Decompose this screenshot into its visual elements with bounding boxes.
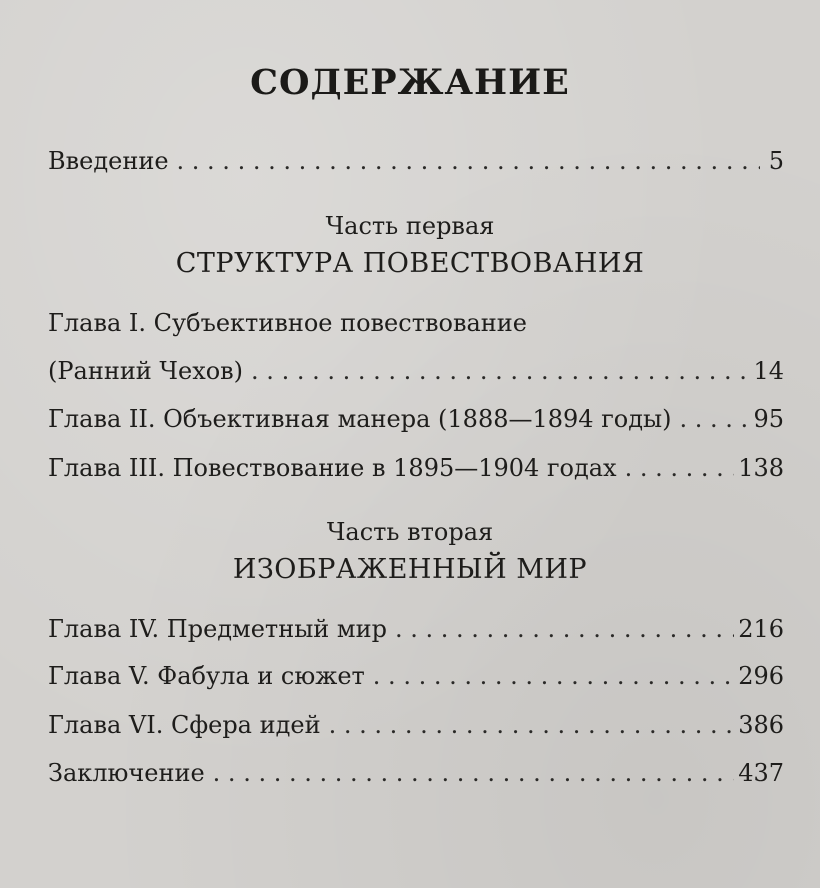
toc-entry-label: Глава IV. Предметный мир xyxy=(48,615,387,643)
leader-dots xyxy=(251,354,749,388)
leader-dots xyxy=(395,612,734,646)
part-two-title: ИЗОБРАЖЕННЫЙ МИР xyxy=(232,554,588,585)
page-title: СОДЕРЖАНИЕ xyxy=(250,62,570,103)
toc-entry-label: Глава III. Повествование в 1895—1904 годах xyxy=(48,454,617,482)
toc-entry-conclusion xyxy=(48,756,784,790)
toc-page-number: 216 xyxy=(738,615,784,643)
toc-entry-chapter2 xyxy=(48,402,784,436)
toc-entry-label: Глава V. Фабула и сюжет xyxy=(48,662,365,690)
toc-page-number: 386 xyxy=(738,711,784,739)
toc-entry-chapter1 xyxy=(48,354,784,388)
toc-page-number: 437 xyxy=(738,759,784,787)
part-one-label: Часть первая xyxy=(325,212,495,240)
leader-dots xyxy=(329,708,735,742)
toc-entry-label: Глава VI. Сфера идей xyxy=(48,711,321,739)
leader-dots xyxy=(679,402,749,436)
toc-entry-chapter3 xyxy=(48,451,784,485)
toc-entry-intro xyxy=(48,144,784,178)
leader-dots xyxy=(177,144,760,178)
toc-page-number: 296 xyxy=(738,662,784,690)
part-two-label: Часть вторая xyxy=(326,518,494,546)
toc-entry-label: Глава II. Объективная манера (1888—1894 годы) xyxy=(48,405,672,433)
toc-page-number: 14 xyxy=(753,357,784,385)
leader-dots xyxy=(213,756,735,790)
toc-entry-chapter4 xyxy=(48,612,784,646)
toc-entry-label: (Ранний Чехов) xyxy=(48,357,244,385)
toc-entry-chapter1-line1: Глава I. Субъективное повествование xyxy=(48,309,527,337)
toc-entry-label: Введение xyxy=(48,147,169,175)
toc-page-number: 5 xyxy=(768,147,784,175)
leader-dots xyxy=(625,451,735,485)
toc-page-number: 138 xyxy=(738,454,784,482)
toc-entry-chapter6 xyxy=(48,708,784,742)
toc-entry-chapter5 xyxy=(48,659,784,693)
toc-entry-label: Заключение xyxy=(48,759,205,787)
part-one-title: СТРУКТУРА ПОВЕСТВОВАНИЯ xyxy=(175,248,645,279)
toc-page-number: 95 xyxy=(753,405,784,433)
leader-dots xyxy=(373,659,734,693)
